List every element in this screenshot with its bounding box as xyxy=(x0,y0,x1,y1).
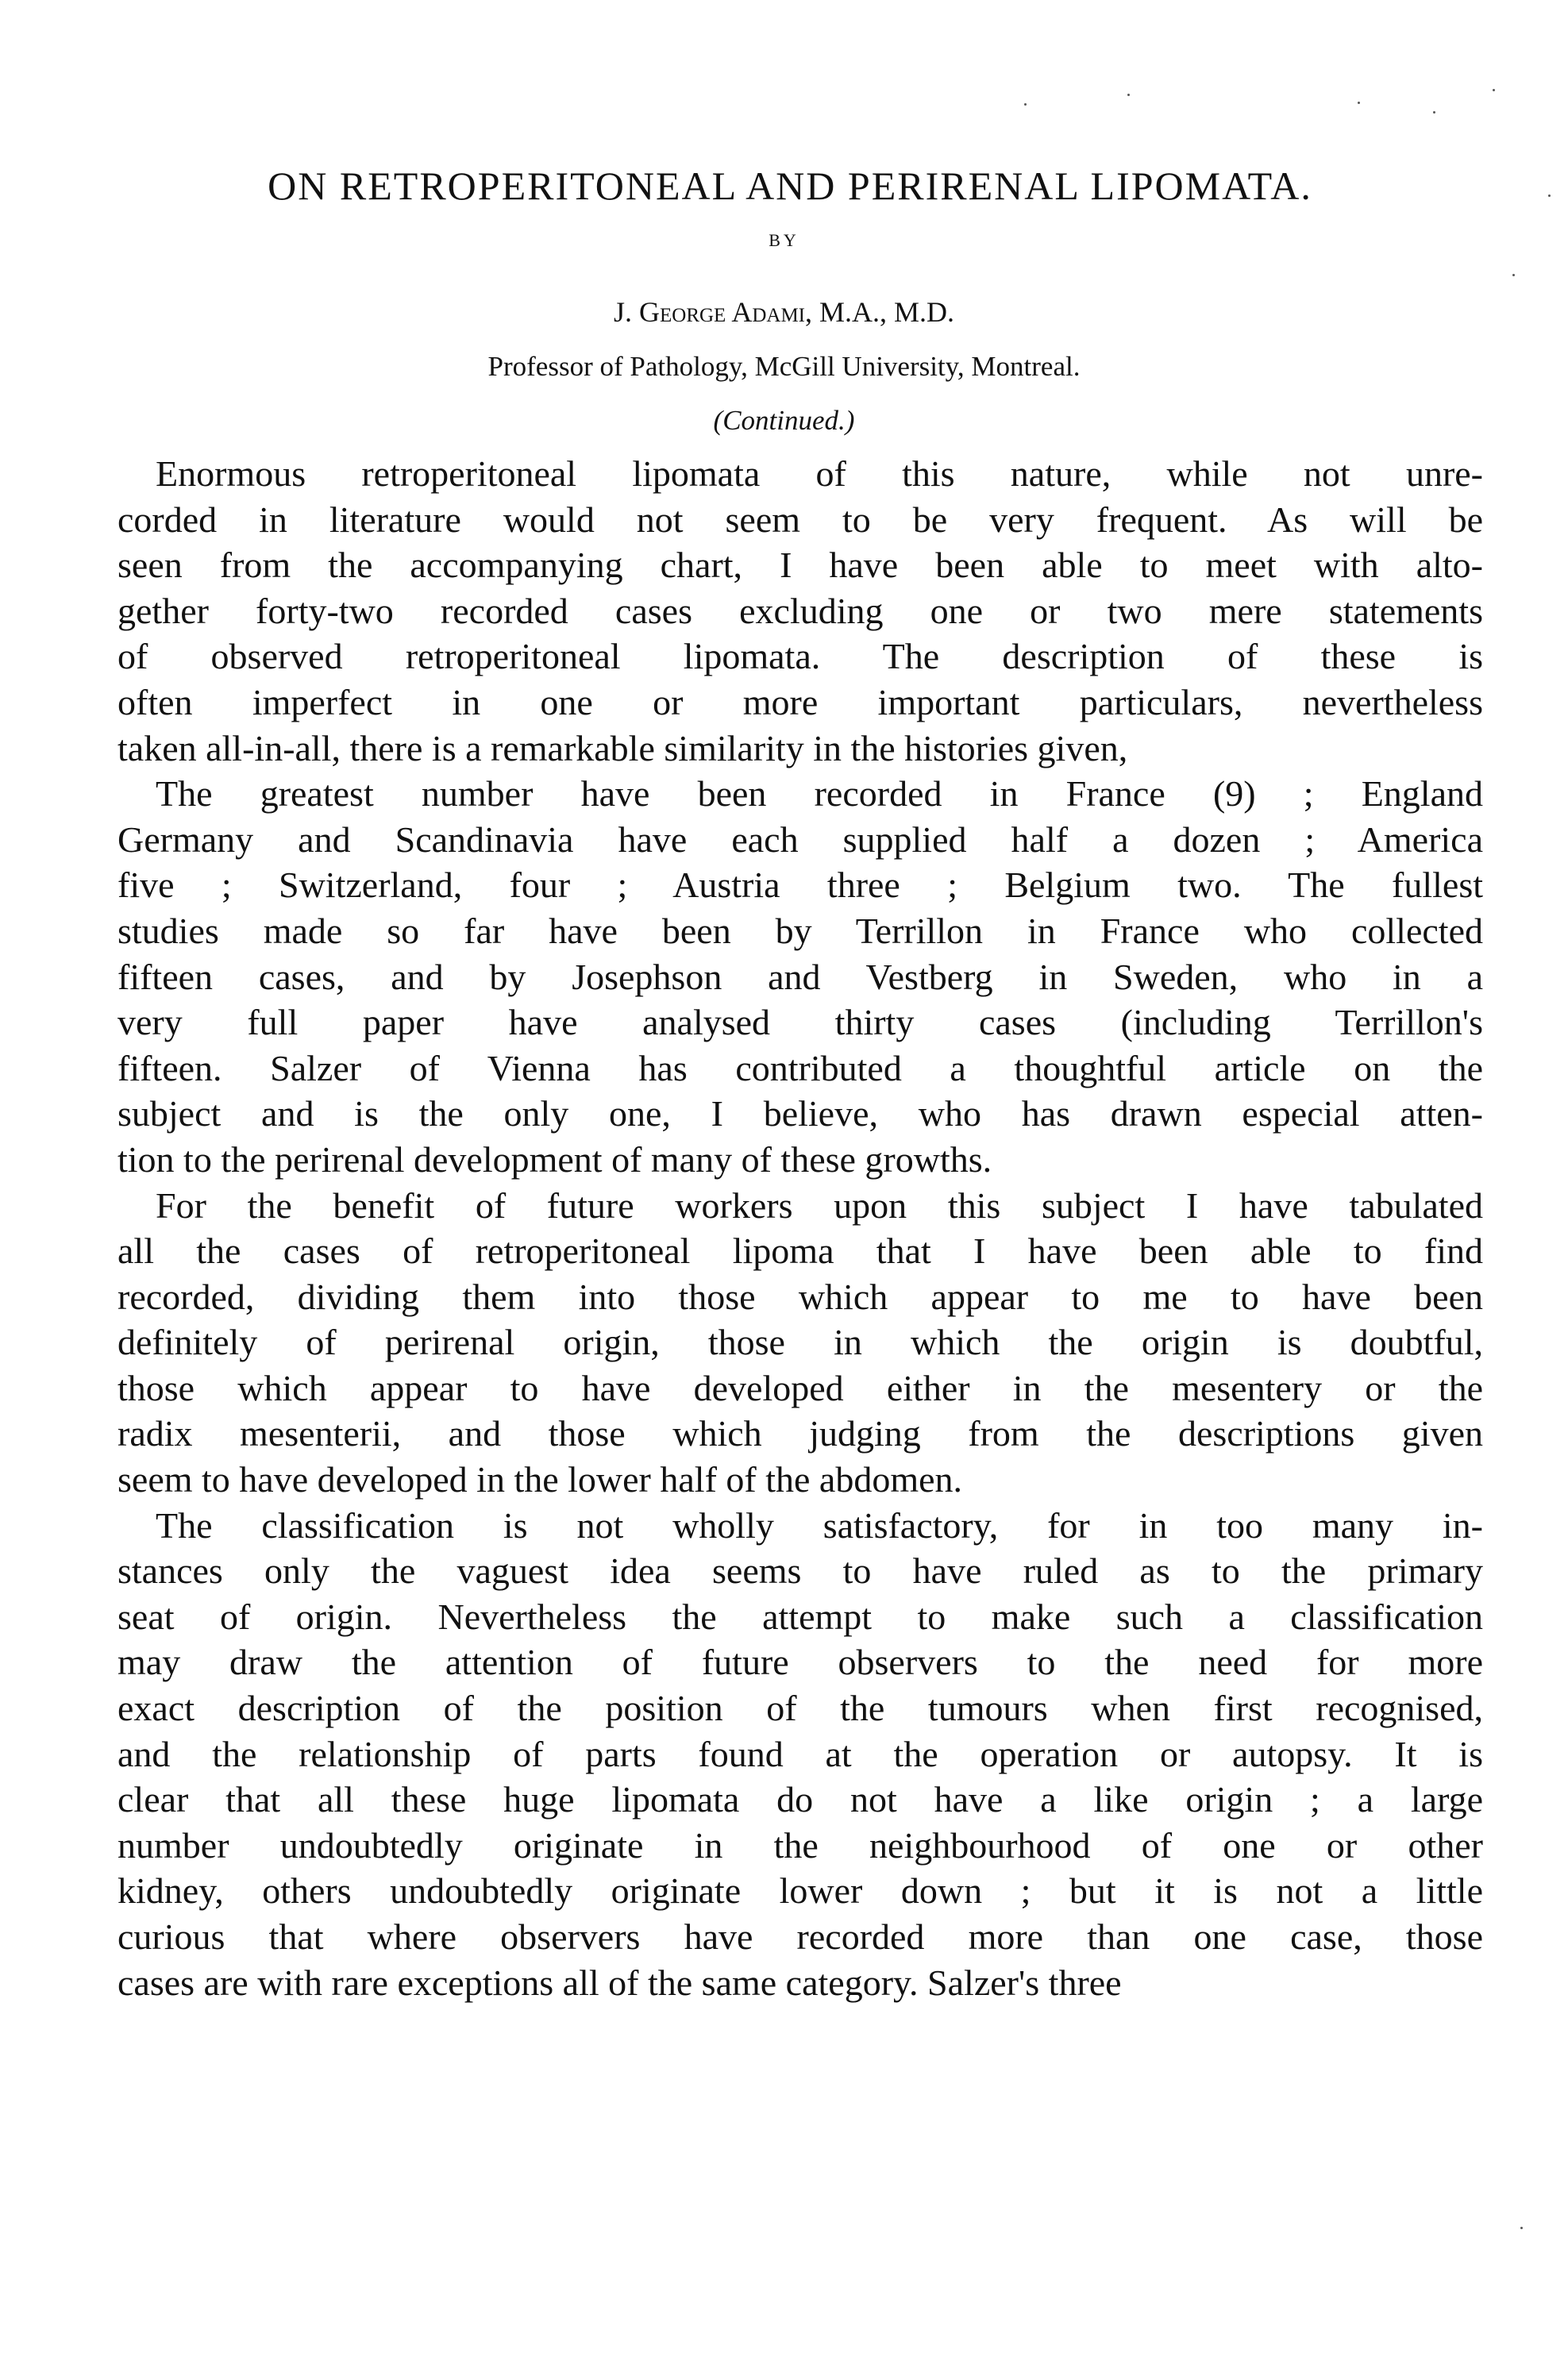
text-line: For the benefit of future workers upon this subject I have tabulated xyxy=(156,1184,1483,1226)
text-line: may draw the attention of future observers to the need for more xyxy=(118,1642,1483,1683)
text-line: definitely of perirenal origin, those in which the origin is doubtful, xyxy=(118,1322,1483,1363)
text-line: very full paper have analysed thirty cases (including Terrillon's xyxy=(118,1002,1483,1043)
text-line: Germany and Scandinavia have each supplied half a dozen ; America xyxy=(118,818,1483,860)
text-line: of observed retroperitoneal lipomata. The description of these is xyxy=(118,636,1483,677)
text-line: exact description of the position of the tumours when first recognised, xyxy=(118,1688,1483,1729)
scan-speck xyxy=(1548,194,1551,197)
byline-label: BY xyxy=(769,230,799,250)
text-line: those which appear to have developed either in the mesentery or the xyxy=(118,1367,1483,1408)
paragraph xyxy=(118,771,1483,1182)
text-line: seen from the accompanying chart, I have been able to meet with alto- xyxy=(118,545,1483,586)
article-body xyxy=(118,451,1483,2005)
text-line: subject and is the only one, I believe, who has drawn especial atten- xyxy=(118,1093,1483,1134)
scan-speck xyxy=(1493,89,1495,91)
text-line: tion to the perirenal development of many of these growths. xyxy=(118,1138,992,1180)
paragraph xyxy=(118,1183,1483,1503)
scan-speck xyxy=(1127,94,1130,96)
author-name: J. George Adami, M.A., M.D. xyxy=(613,296,955,328)
scan-speck xyxy=(1512,274,1515,276)
paragraph xyxy=(118,1503,1483,2006)
scan-speck xyxy=(1358,102,1360,104)
text-line: kidney, others undoubtedly originate lower down ; but it is not a little xyxy=(118,1870,1483,1912)
text-line: five ; Switzerland, four ; Austria three ; Belgium two. The fullest xyxy=(118,865,1483,906)
scan-speck xyxy=(1024,103,1027,106)
text-line: fifteen cases, and by Josephson and Vestberg in Sweden, who in a xyxy=(118,956,1483,997)
text-line: The greatest number have been recorded in France (9) ; England xyxy=(156,773,1483,815)
text-line: Enormous retroperitoneal lipomata of this nature, while not unre- xyxy=(156,453,1483,494)
text-line: taken all-in-all, there is a remarkable similarity in the histories given, xyxy=(118,727,1128,768)
scan-speck xyxy=(1520,2227,1523,2229)
text-line: The classification is not wholly satisfactory, for in too many in- xyxy=(156,1504,1483,1546)
text-line: cases are with rare exceptions all of the same category. Salzer's three xyxy=(118,1962,1122,2003)
continued-note: (Continued.) xyxy=(713,405,855,436)
text-line: and the relationship of parts found at the operation or autopsy. It is xyxy=(118,1733,1483,1774)
text-line: corded in literature would not seem to be very frequent. As will be xyxy=(118,499,1483,540)
text-line: seat of origin. Nevertheless the attempt to make such a classification xyxy=(118,1596,1483,1637)
text-line: radix mesenterii, and those which judging from the descriptions given xyxy=(118,1413,1483,1454)
text-line: all the cases of retroperitoneal lipoma that I have been able to find xyxy=(118,1230,1483,1272)
text-line: number undoubtedly originate in the neighbourhood of one or other xyxy=(118,1824,1483,1866)
scan-speck xyxy=(1433,111,1435,114)
text-line: studies made so far have been by Terrillon in France who collected xyxy=(118,910,1483,951)
text-line: gether forty-two recorded cases excluding one or two mere statements xyxy=(118,590,1483,631)
article-title: ON RETROPERITONEAL AND PERIRENAL LIPOMATA. xyxy=(268,164,1312,208)
text-line: recorded, dividing them into those which appear to me to have been xyxy=(118,1276,1483,1317)
text-line: fifteen. Salzer of Vienna has contributed a thoughtful article on the xyxy=(118,1047,1483,1088)
text-line: clear that all these huge lipomata do not have a like origin ; a large xyxy=(118,1779,1483,1820)
text-line: often imperfect in one or more important particulars, nevertheless xyxy=(118,681,1483,722)
text-line: stances only the vaguest idea seems to have ruled as to the primary xyxy=(118,1550,1483,1592)
text-line: seem to have developed in the lower half of the abdomen. xyxy=(118,1459,963,1500)
text-line: curious that where observers have recorded more than one case, those xyxy=(118,1916,1483,1957)
paragraph xyxy=(118,451,1483,771)
author-affiliation: Professor of Pathology, McGill University, Montreal. xyxy=(487,351,1081,382)
